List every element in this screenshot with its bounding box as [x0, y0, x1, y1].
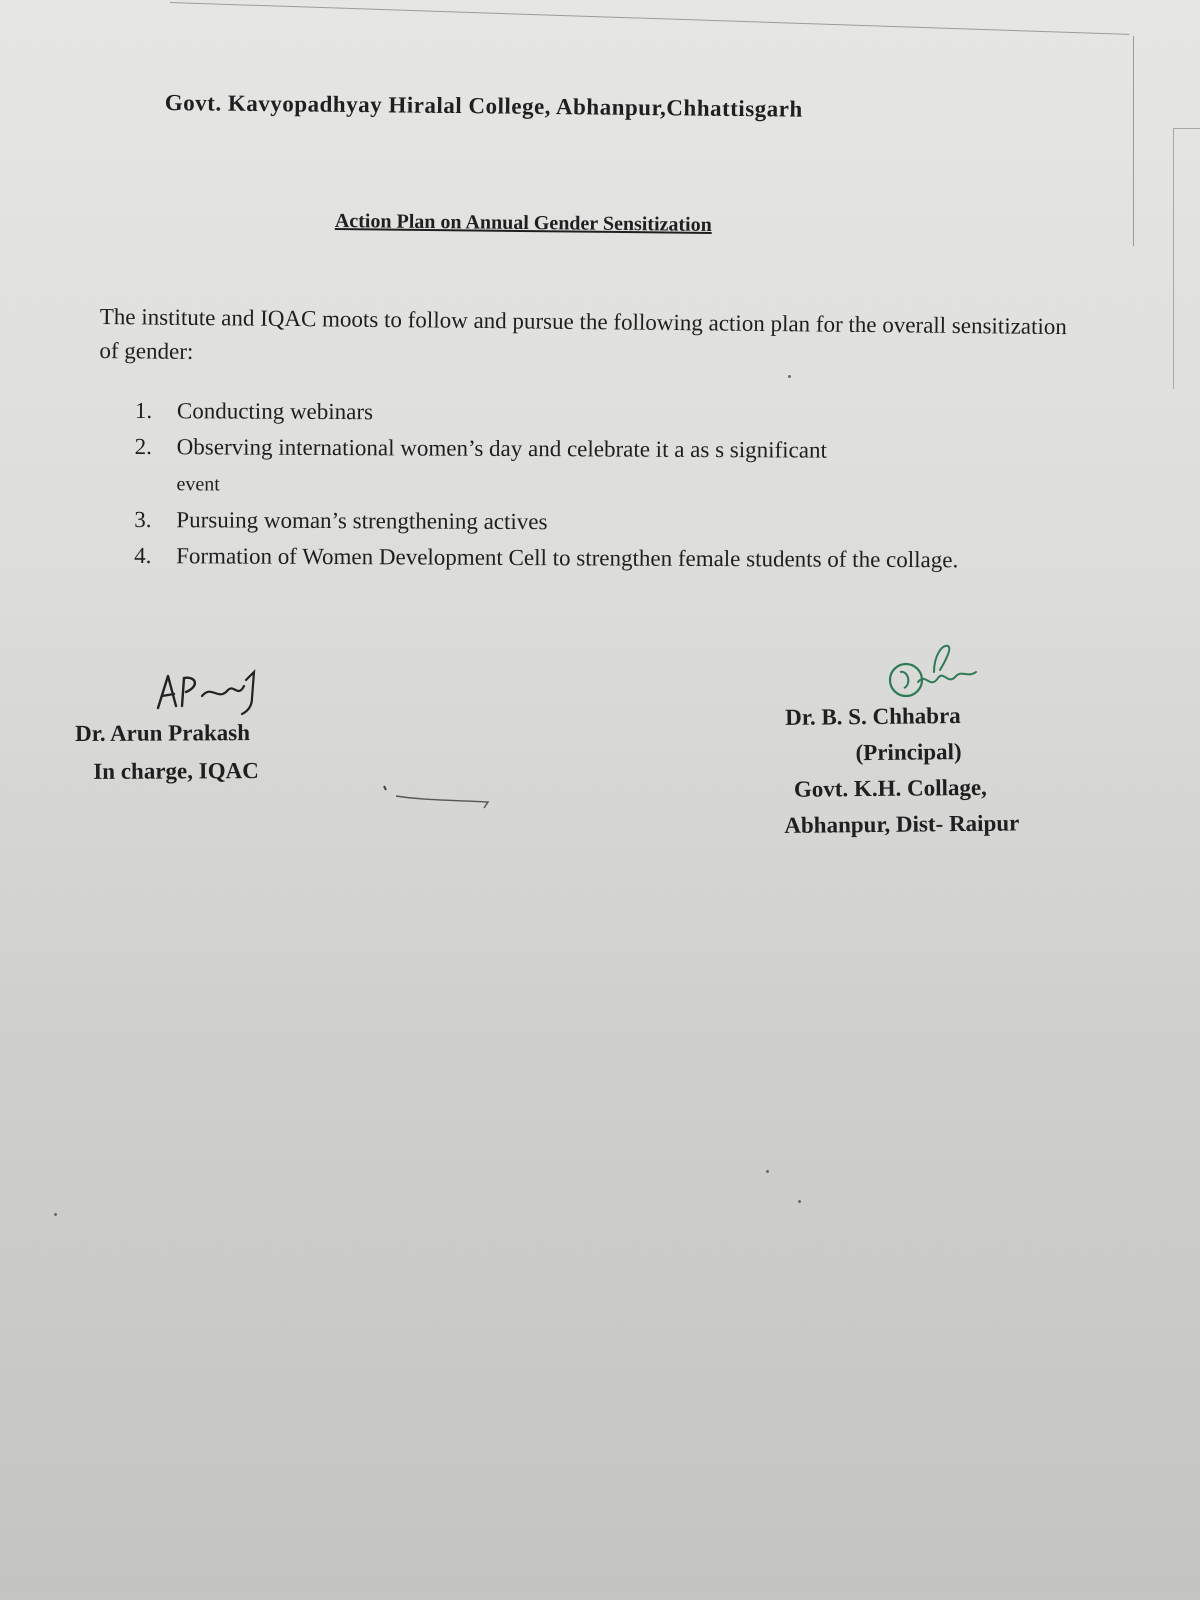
list-item-text: Conducting webinars — [176, 398, 374, 425]
list-item-number: 4. — [134, 542, 152, 569]
list-item-text: Observing international women’s day and celebrate it a as s significant — [176, 434, 827, 463]
underlying-paper-edge — [1173, 128, 1200, 389]
signatory-right-role: (Principal) — [855, 739, 962, 766]
list-item — [134, 538, 1134, 579]
signatory-left — [75, 714, 259, 791]
list-item — [135, 393, 1135, 434]
list-item-number: 2. — [134, 433, 153, 460]
signatory-left-role: In charge, IQAC — [93, 758, 259, 784]
paper-speck — [788, 375, 791, 378]
signatory-right-org: Govt. K.H. Collage, — [793, 774, 987, 802]
list-item-continuation: event — [176, 473, 220, 496]
list-item — [134, 429, 1134, 507]
action-plan-list — [134, 393, 1135, 579]
intro-paragraph: The institute and IQAC moots to follow and pursue the following action plan for the overall sensitization of gender: — [99, 303, 1067, 364]
list-item — [134, 502, 1134, 543]
paper-speck — [798, 1200, 801, 1203]
list-item-text: Pursuing woman’s strengthening actives — [176, 507, 548, 535]
paper-speck — [766, 1170, 769, 1173]
list-item-text: Formation of Women Development Cell to strengthen female students of the collage. — [176, 543, 959, 573]
stray-pen-mark — [380, 780, 500, 810]
paper-speck — [54, 1213, 57, 1216]
paper-edge-right — [1133, 36, 1135, 246]
signatory-right — [775, 696, 1116, 844]
list-item-number: 3. — [134, 506, 152, 533]
signatory-right-location: Abhanpur, Dist- Raipur — [784, 810, 1020, 838]
list-item-text-wrapper — [176, 429, 1134, 507]
signatory-left-name: Dr. Arun Prakash — [75, 720, 251, 746]
list-item-number: 1. — [134, 397, 153, 424]
paper-edge-top — [170, 2, 1130, 36]
signature-left-scribble — [150, 668, 270, 716]
document-title: Action Plan on Annual Gender Sensitization — [334, 210, 712, 236]
college-name: Govt. Kavyopadhyay Hiralal College, Abhanpur,Chhattisgarh — [164, 90, 803, 122]
signatory-right-name: Dr. B. S. Chhabra — [785, 703, 961, 730]
